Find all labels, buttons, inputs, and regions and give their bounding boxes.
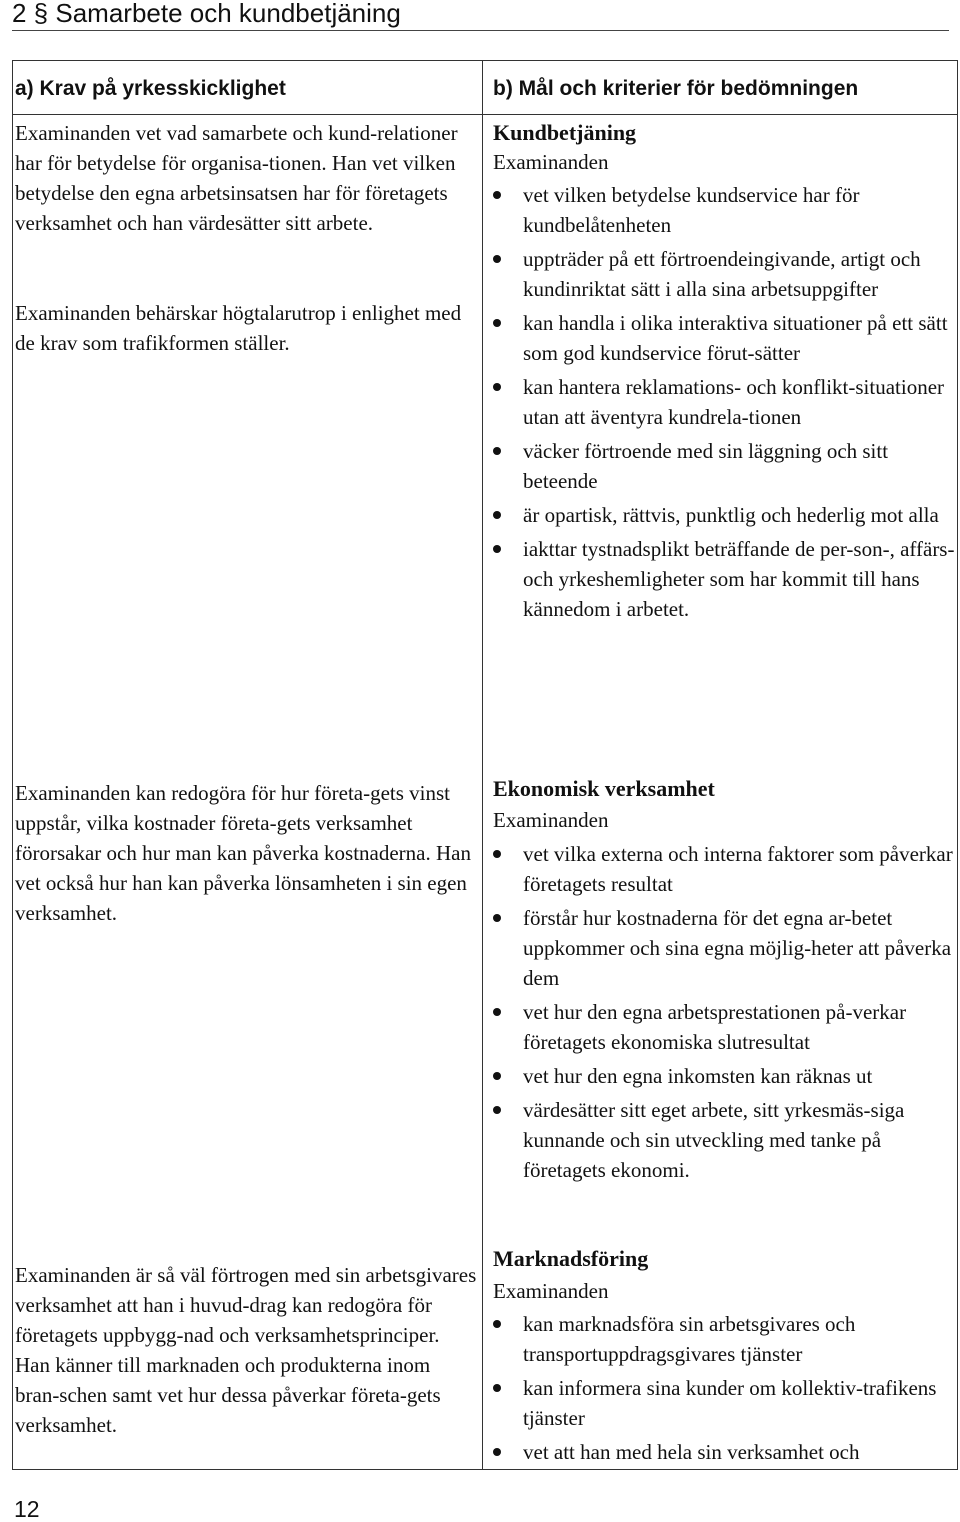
column-header-requirements: a) Krav på yrkesskicklighet bbox=[15, 77, 286, 100]
bullet-item: kan informera sina kunder om kollektiv-trafikens tjänster bbox=[493, 1373, 955, 1433]
bullet-item: vet vilka externa och interna faktorer som påverkar företagets resultat bbox=[493, 839, 955, 899]
bullet-item: iakttar tystnadsplikt beträffande de per-son-, affärs- och yrkeshemligheter som har kommit till hans kännedom i arbetet. bbox=[493, 534, 955, 624]
bullet-item: kan marknadsföra sin arbetsgivares och transportuppdragsgivares tjänster bbox=[493, 1309, 955, 1369]
bullet-item: väcker förtroende med sin läggning och sitt beteende bbox=[493, 436, 955, 496]
section-title-ekonomisk: Ekonomisk verksamhet bbox=[493, 776, 715, 801]
bullet-icon bbox=[493, 191, 501, 199]
column-divider bbox=[482, 61, 483, 1469]
bullet-icon bbox=[493, 1106, 501, 1114]
header-rule bbox=[13, 114, 957, 115]
section-heading: 2 § Samarbete och kundbetjäning bbox=[12, 0, 949, 31]
requirement-paragraph: Examinanden kan redogöra för hur företa-gets vinst uppstår, vilka kostnader företa-gets verksamhet förorsakar och hur man kan påverka kostnaderna. Han vet också hur han kan påverka lönsamheten i sin egen verksamhet. bbox=[15, 781, 471, 925]
bullet-item: vet hur den egna inkomsten kan räknas ut bbox=[493, 1061, 955, 1091]
requirement-paragraph: Examinanden vet vad samarbete och kund-relationer har för betydelse för organisa-tionen. Han vet vilken betydelse den egna arbetsinsatsen har för företagets verksamhet och han värdesätter sitt arbete. bbox=[15, 121, 458, 235]
bullet-icon bbox=[493, 447, 501, 455]
section-subtitle: Examinanden bbox=[493, 808, 609, 832]
bullet-item: värdesätter sitt eget arbete, sitt yrkesmäs-siga kunnande och sin utveckling med tanke på företagets ekonomi. bbox=[493, 1095, 955, 1185]
bullet-item: kan hantera reklamations- och konflikt-situationer utan att äventyra kundrela-tionen bbox=[493, 372, 955, 432]
assessment-table bbox=[12, 60, 958, 1470]
column-header-criteria: b) Mål och kriterier för bedömningen bbox=[493, 77, 859, 100]
page-number: 12 bbox=[14, 1496, 40, 1522]
section-title-marknadsforing: Marknadsföring bbox=[493, 1246, 649, 1271]
bullet-icon bbox=[493, 850, 501, 858]
section-subtitle: Examinanden bbox=[493, 150, 609, 174]
bullet-item: är opartisk, rättvis, punktlig och hederlig mot alla bbox=[493, 500, 955, 530]
bullet-icon bbox=[493, 1008, 501, 1016]
bullet-icon bbox=[493, 255, 501, 263]
bullet-list-marknadsforing bbox=[493, 1309, 955, 1471]
bullet-item: kan handla i olika interaktiva situationer på ett sätt som god kundservice förut-sätter bbox=[493, 308, 955, 368]
bullet-icon bbox=[493, 1448, 501, 1456]
section-title-kundbetjaning: Kundbetjäning bbox=[493, 120, 637, 145]
bullet-list-ekonomisk bbox=[493, 839, 955, 1189]
bullet-item: vet att han med hela sin verksamhet och bbox=[493, 1437, 955, 1467]
bullet-icon bbox=[493, 1320, 501, 1328]
section-subtitle: Examinanden bbox=[493, 1279, 609, 1303]
bullet-list-kundbetjaning bbox=[493, 180, 955, 628]
bullet-icon bbox=[493, 511, 501, 519]
bullet-icon bbox=[493, 545, 501, 553]
bullet-item: uppträder på ett förtroendeingivande, artigt och kundinriktat sätt i alla sina arbetsuppgifter bbox=[493, 244, 955, 304]
bullet-icon bbox=[493, 319, 501, 327]
requirement-paragraph: Examinanden behärskar högtalarutrop i enlighet med de krav som trafikformen ställer. bbox=[15, 301, 462, 355]
bullet-item: vet hur den egna arbetsprestationen på-verkar företagets ekonomiska slutresultat bbox=[493, 997, 955, 1057]
bullet-item: vet vilken betydelse kundservice har för kundbelåtenheten bbox=[493, 180, 955, 240]
bullet-item: förstår hur kostnaderna för det egna ar-betet uppkommer och sina egna möjlig-heter att påverka dem bbox=[493, 903, 955, 993]
requirement-paragraph: Examinanden är så väl förtrogen med sin arbetsgivares verksamhet att han i huvud-drag kan redogöra för företagets uppbygg-nad och verksamhetsprinciper. Han känner till marknaden och produkterna inom bran-schen samt vet hur dessa påverkar företa-gets verksamhet. bbox=[15, 1263, 477, 1437]
bullet-icon bbox=[493, 383, 501, 391]
bullet-icon bbox=[493, 1384, 501, 1392]
bullet-icon bbox=[493, 914, 501, 922]
bullet-icon bbox=[493, 1072, 501, 1080]
